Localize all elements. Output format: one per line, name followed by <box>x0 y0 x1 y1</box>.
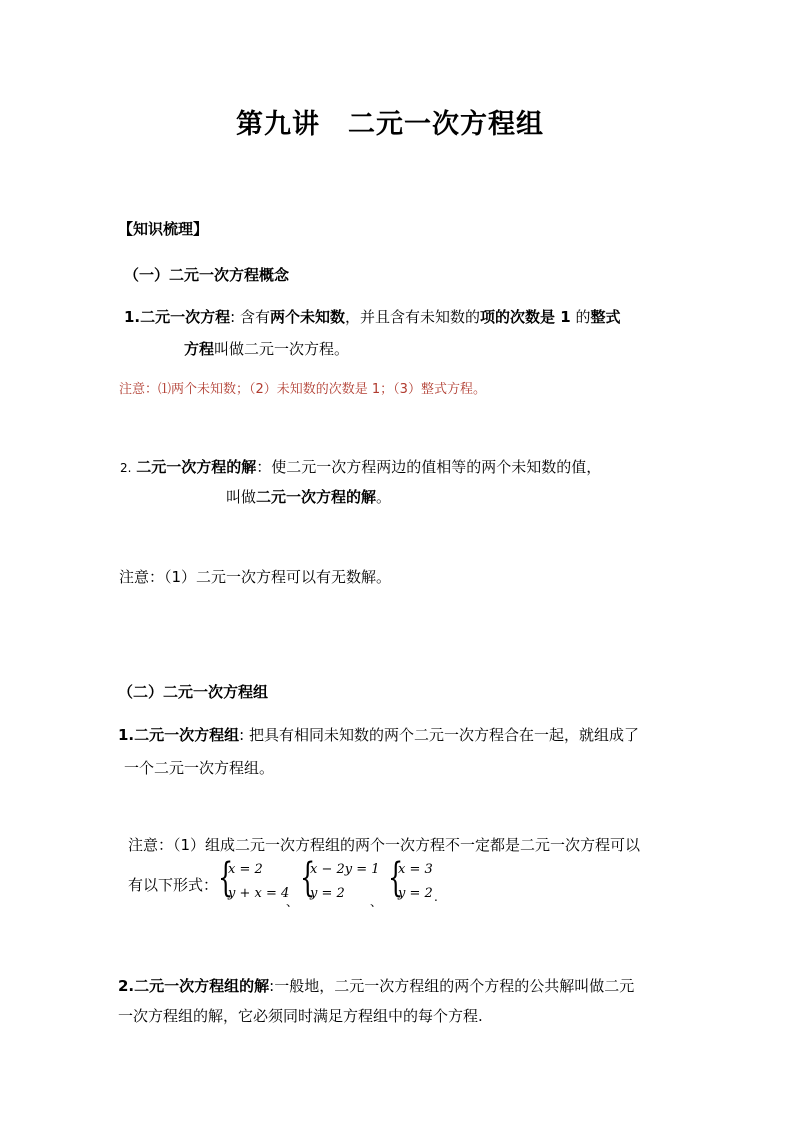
part1-item1-line2 <box>184 338 349 359</box>
equation-system-3 <box>388 855 448 908</box>
part2-item2-line2: 一次方程组的解，它必须同时满足方程组中的每个方程. <box>118 1007 483 1025</box>
item-text: 叫做 <box>226 488 257 506</box>
brace-icon: { <box>388 855 404 901</box>
item-text: 的 <box>570 308 591 326</box>
item-label: 1.二元一次方程组 <box>118 726 240 744</box>
item-text: 。 <box>376 488 392 506</box>
part1-item2-line1 <box>120 456 601 477</box>
note-2: 注意：（1）二元一次方程可以有无数解。 <box>119 568 392 586</box>
note-3-line1: 注意：（1）组成二元一次方程组的两个一次方程不一定都是二元一次方程可以 <box>128 836 641 854</box>
item-label: 2.二元一次方程组的解 <box>118 977 270 995</box>
part2-item2-line1 <box>118 975 634 996</box>
item-bold: 二元一次方程的解 <box>136 458 257 476</box>
item-bold: 两个未知数 <box>269 308 345 326</box>
note-3-prefix: 有以下形式： <box>128 876 219 894</box>
part2-heading: （二）二元一次方程组 <box>118 683 269 701</box>
item-bold: 项的次数是 1 <box>480 308 571 326</box>
item-text: : 含有 <box>230 308 270 326</box>
equation: x = 3 <box>398 862 433 877</box>
item-text: ：使二元一次方程两边的值相等的两个未知数的值， <box>256 458 602 476</box>
part1-item1-line1 <box>124 306 620 327</box>
brace-icon: { <box>300 855 316 901</box>
item-label: 1.二元一次方程 <box>124 308 231 326</box>
item-bold: 二元一次方程的解 <box>256 488 377 506</box>
item-bold: 方程 <box>184 340 215 358</box>
part1-heading: （一）二元一次方程概念 <box>124 266 290 284</box>
separator: 、 <box>286 895 299 909</box>
part2-item1-line1 <box>118 724 639 745</box>
separator: 、 <box>370 895 383 909</box>
page-title: 第九讲 二元一次方程组 <box>236 109 544 140</box>
item-text: :一般地，二元一次方程组的两个方程的公共解叫做二元 <box>269 977 635 995</box>
item-text: 叫做二元一次方程。 <box>214 340 350 358</box>
equation: x = 2 <box>228 862 263 877</box>
equation: y + x = 4 <box>228 886 290 901</box>
equation: x − 2y = 1 <box>310 862 380 877</box>
item-text: ，并且含有未知数的 <box>344 308 480 326</box>
equation: y = 2 <box>398 886 433 901</box>
note-1: 注意：⑴两个未知数；（2）未知数的次数是 1；（3）整式方程。 <box>119 382 486 397</box>
equation: y = 2 <box>310 886 345 901</box>
section-header: 【知识梳理】 <box>118 220 209 238</box>
item-text: : 把具有相同未知数的两个二元一次方程合在一起，就组成了 <box>239 726 639 744</box>
item-label: 2. <box>120 461 132 475</box>
brace-icon: { <box>218 855 234 901</box>
part2-item1-line2: 一个二元一次方程组。 <box>124 759 275 777</box>
end-period: . <box>434 890 438 904</box>
part1-item2-line2 <box>226 486 391 507</box>
item-bold: 整式 <box>590 308 621 326</box>
